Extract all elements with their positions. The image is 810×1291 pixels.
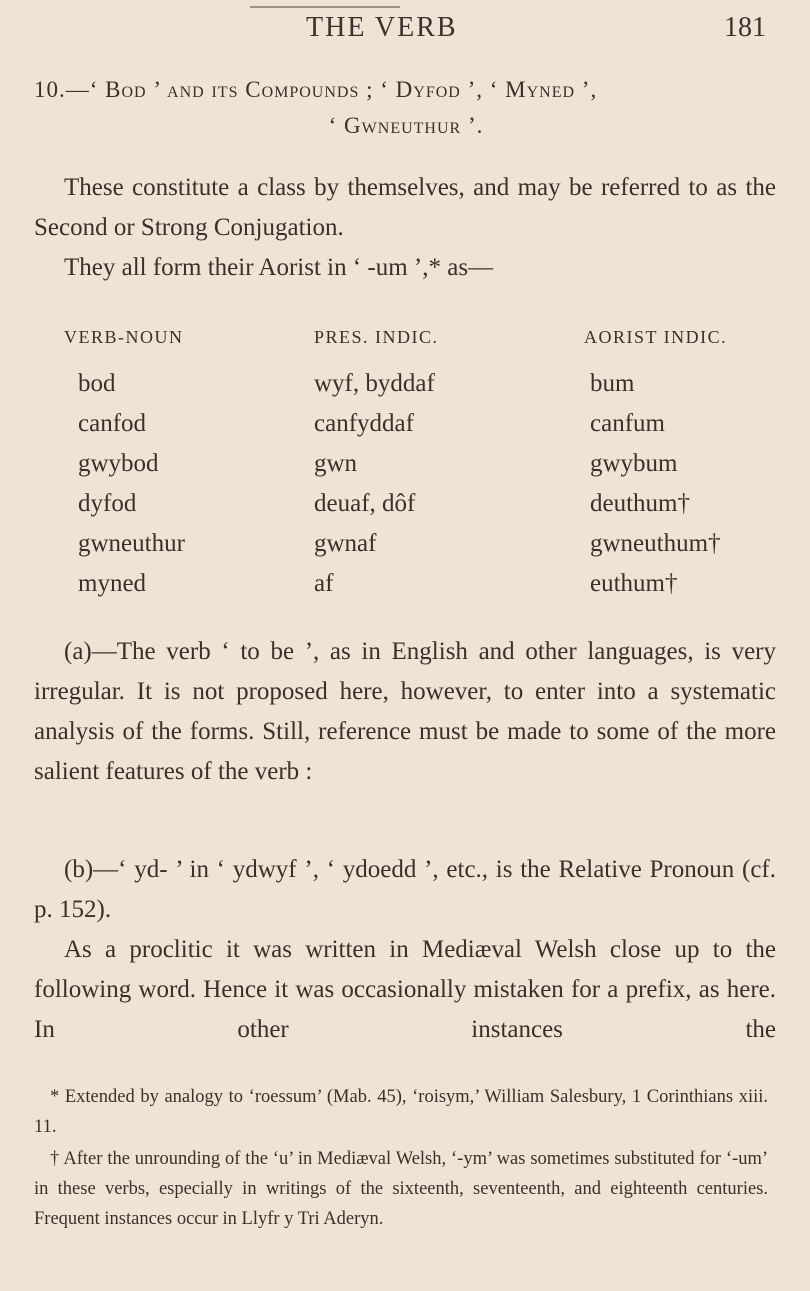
aorist-indic-cell: gwneuthum† (590, 530, 721, 557)
table-row (64, 484, 764, 524)
pres-indic-cell: gwnaf (314, 530, 377, 557)
header-verb-noun: VERB-NOUN (64, 326, 184, 347)
table-row (64, 524, 764, 564)
paragraph-c: As a proclitic it was written in Mediæval Welsh close up to the following word. Hence it was occasionally mistaken for a prefix, as here. In other instances the (34, 936, 776, 1043)
aorist-indic-cell: canfum (590, 410, 665, 437)
pres-indic-cell: af (314, 570, 334, 597)
verb-noun-cell: gwybod (78, 450, 159, 477)
running-head-title: THE VERB (306, 12, 458, 43)
table-row (64, 564, 764, 604)
paragraph-b: (b)—‘ yd- ’ in ‘ ydwyf ’, ‘ ydoedd ’, etc., is the Relative Pronoun (cf. p. 152). (34, 856, 776, 923)
verb-noun-cell: canfod (78, 410, 147, 437)
verb-forms-table (64, 322, 764, 604)
header-pres-indic: PRES. INDIC. (314, 326, 439, 347)
running-head (0, 10, 810, 46)
paragraph-a: (a)—The verb ‘ to be ’, as in English and other languages, is very irregular. It is not proposed here, however, to enter into a systematic analysis of the forms. Still, reference must be made to some of the more salient features of the verb : (34, 638, 776, 785)
pres-indic-cell: canfyddaf (314, 410, 414, 437)
verb-noun-cell: myned (78, 570, 147, 597)
footnote-dagger: † After the unrounding of the ‘u’ in Mediæval Welsh, ‘-ym’ was sometimes substituted for ‘-um’ in these verbs, especially in writings of the sixteenth, seventeenth, and eighteenth centuries. Frequent instances occur in Llyfr y Tri Aderyn. (34, 1149, 768, 1229)
section-heading-line-1: 10.—‘ Bod ’ and its Compounds ; ‘ Dyfod ’, ‘ Myned ’, (34, 77, 598, 102)
page-number: 181 (724, 12, 766, 43)
pres-indic-cell: deuaf, dôf (314, 490, 416, 517)
aorist-indic-cell: gwybum (590, 450, 678, 477)
intro-paragraph-2: They all form their Aorist in ‘ -um ’,* as— (64, 254, 494, 281)
aorist-indic-cell: deuthum† (590, 490, 690, 517)
verb-noun-cell: gwneuthur (78, 530, 185, 557)
pres-indic-cell: gwn (314, 450, 358, 477)
table-row (64, 364, 764, 404)
table-row (64, 444, 764, 484)
verb-noun-cell: dyfod (78, 490, 137, 517)
intro-paragraph-1: These constitute a class by themselves, and may be referred to as the Second or Strong Conjugation. (34, 174, 776, 241)
pres-indic-cell: wyf, byddaf (314, 370, 435, 397)
aorist-indic-cell: euthum† (590, 570, 678, 597)
table-header-row (64, 322, 764, 364)
header-aorist-indic: AORIST INDIC. (584, 326, 728, 347)
table-row (64, 404, 764, 444)
top-rule (250, 6, 400, 8)
footnote-star: * Extended by analogy to ‘roessum’ (Mab. 45), ‘roisym,’ William Salesbury, 1 Corinthians xiii. 11. (34, 1087, 768, 1137)
section-heading-line-2: ‘ Gwneuthur ’. (328, 113, 484, 138)
footnotes (34, 1082, 768, 1234)
aorist-indic-cell: bum (590, 370, 635, 397)
section-heading (34, 72, 778, 144)
verb-noun-cell: bod (78, 370, 116, 397)
